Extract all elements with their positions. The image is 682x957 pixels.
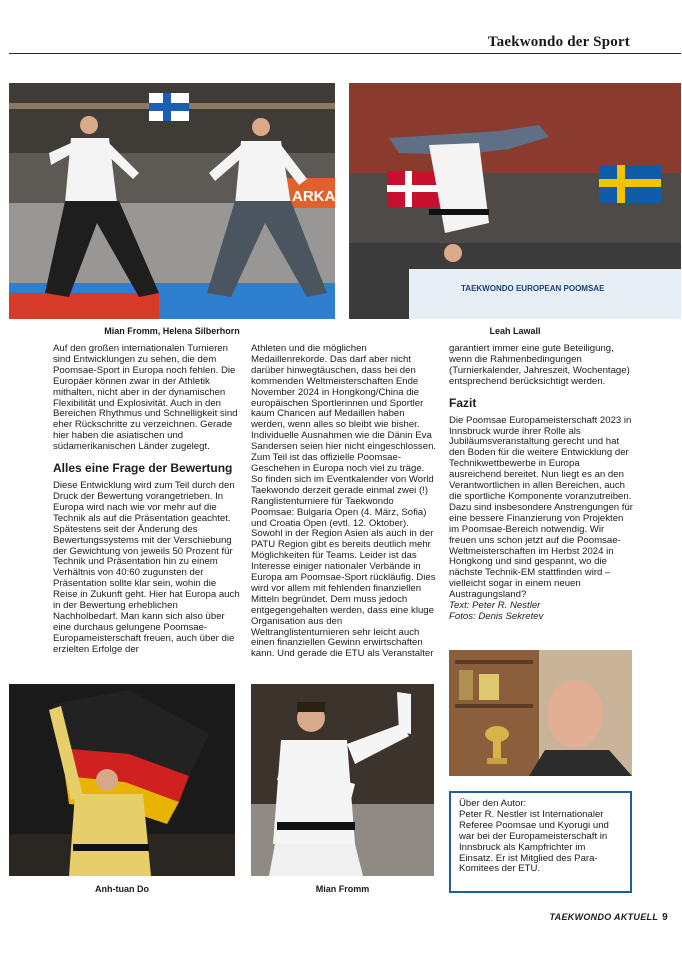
heading-fazit: Fazit: [449, 395, 477, 410]
photo-anh-tuan-do: [9, 684, 235, 876]
column3-paragraph-1: garantiert immer eine gute Beteiligung, wenn die Rahmenbedingungen (Turnierkalender, Jahreszeit, Wochentage) entsprechend berücksichtigt werden.: [449, 343, 630, 387]
caption-bottom-left: Anh-tuan Do: [95, 884, 149, 894]
column3-paragraph-2: Die Poomsae Europameisterschaft 2023 in Innsbruck wurde ihrer Rolle als Jubiläumsveranstaltung gerecht und hat den Boden für die weitere Entwicklung der Technikwettbewerbe in Europa ausreichend bereitet. Nun liegt es an den Verantwortlichen in allen Bereichen, auch die sportliche Komponente voranzutreiben. Dazu sind insbesondere Anstrengungen für eine bessere Finanzierung von Projekten im Poomsae-Bereich notwendig. Wir freuen uns schon jetzt auf die Poomsae-Weltmeisterschaften im Herbst 2024 in Hongkong und sind gespannt, wo die nächste Technik-EM stattfinden wird – vielleicht sogar in einem neuen Austragungsland?: [449, 414, 634, 601]
column2-paragraph-2: Zum Teil ist das offizielle Poomsae-Geschehen in Europa noch viel zu träge. So finden sich im Eventkalender von World Taekwondo derzeit gerade einmal zwei (!) Ranglistenturniere für Taekwondo Poomsae: Bulgaria Open (4. März, Sofia) und Croatia Open (evtl. 12. Oktober). Sowohl in der Region Asien als auch in der PATU Region gibt es bereits deutlich mehr Möglichkeiten für Teams. Leider ist das Interesse einiger nationaler Verbände in Europa am Poomsae-Sport rückläufig. Dies wird vor allem mit fehlenden finanziellen Mitteln begründet. Dem muss jedoch entgegengehalten werden, dass eine kluge Organisation aus den Weltranglistenturnieren sehr leicht auch einen finanziellen Gewinn erwirtschaften kann. Und gerade die ETU als Veranstalter: [251, 452, 436, 660]
author-info-box: [449, 791, 632, 893]
caption-top-left: Mian Fromm, Helena Silberhorn: [104, 326, 240, 336]
page-footer: [550, 912, 668, 923]
text-column-3: [449, 344, 633, 623]
column1-intro: Auf den großen internationalen Turnieren sind Entwicklungen zu sehen, die dem Poomsae-Sport in Europa noch fehlen. Die Europäer können zwar in der Athletik mithalten, nicht aber in der dynamischen Flexibilität und Explosivität. Auch in den Bereichen Rhythmus und Schnelligkeit sind eher Rückschritte zu verzeichnen. Gerade hier haben die asiatischen und südamerikanischen Länder zugelegt.: [53, 343, 238, 453]
caption-top-right: Leah Lawall: [489, 326, 541, 336]
column1-body: Diese Entwicklung wird zum Teil durch den Druck der Bewertung vorangetrieben. In Europa wird nach wie vor mehr auf die Technik als auf die Präsentation geachtet. Spätestens seit der Änderung des Bewertungssystems mit der Verschiebung der Gewichtung von jeweils 50 Prozent für Technik und Präsentation hin zu einem Verhältnis von 40:60 zugunsten der Präsentation sollte klar sein, wohin die Reise in Zukunft geht. Hier hat Europa auch in der Bewertung erheblichen Nachholbedarf. Man kann sich also über eine durchaus gelungene Poomsae-Europameisterschaft freuen, auch über die erzielten Erfolge der: [53, 480, 240, 655]
photo-mian-fromm: [251, 684, 434, 876]
photo-fromm-silberhorn: [9, 83, 335, 319]
section-title: Taekwondo der Sport: [487, 34, 630, 50]
credit-photos: Fotos: Denis Sekretev: [449, 610, 544, 622]
credit-text: Text: Peter R. Nestler: [449, 600, 541, 612]
banner-side-text: ARKA: [292, 188, 335, 205]
author-box-text: Peter R. Nestler ist Internationaler Referee Poomsae und Kyorugi und war bei der Europameisterschaft in Innsbruck als Kampfrichter im Einsatz. Er ist Mitglied des Para-Komitees der ETU.: [459, 808, 609, 875]
page-number: 9: [662, 912, 668, 923]
heading-bewertung: Alles eine Frage der Bewertung: [53, 461, 233, 476]
caption-bottom-middle: Mian Fromm: [315, 884, 370, 894]
photo-author-portrait: [449, 650, 632, 776]
column2-paragraph-1: Athleten und die möglichen Medaillenrekorde. Das darf aber nicht darüber hinwegtäuschen, dass bei den kommenden Weltmeisterschaften Ende November 2024 in Hongkong/China die europäischen Sportlerinnen und Sportler kaum Chancen auf Medaillen haben werden, wenn alles so bleibt wie bisher. Individuelle Ausnahmen wie die Dänin Eva Sandersen seien hier nicht eingeschlossen.: [251, 343, 437, 453]
photo-leah-lawall: [349, 83, 681, 319]
text-column-2: [251, 344, 437, 660]
author-box-title: Über den Autor:: [459, 798, 527, 809]
magazine-name: TAEKWONDO AKTUELL: [549, 912, 659, 922]
text-column-1: [53, 344, 243, 656]
arena-banner-text: TAEKWONDO EUROPEAN POOMSAE: [461, 284, 605, 293]
header-rule: [9, 53, 681, 54]
